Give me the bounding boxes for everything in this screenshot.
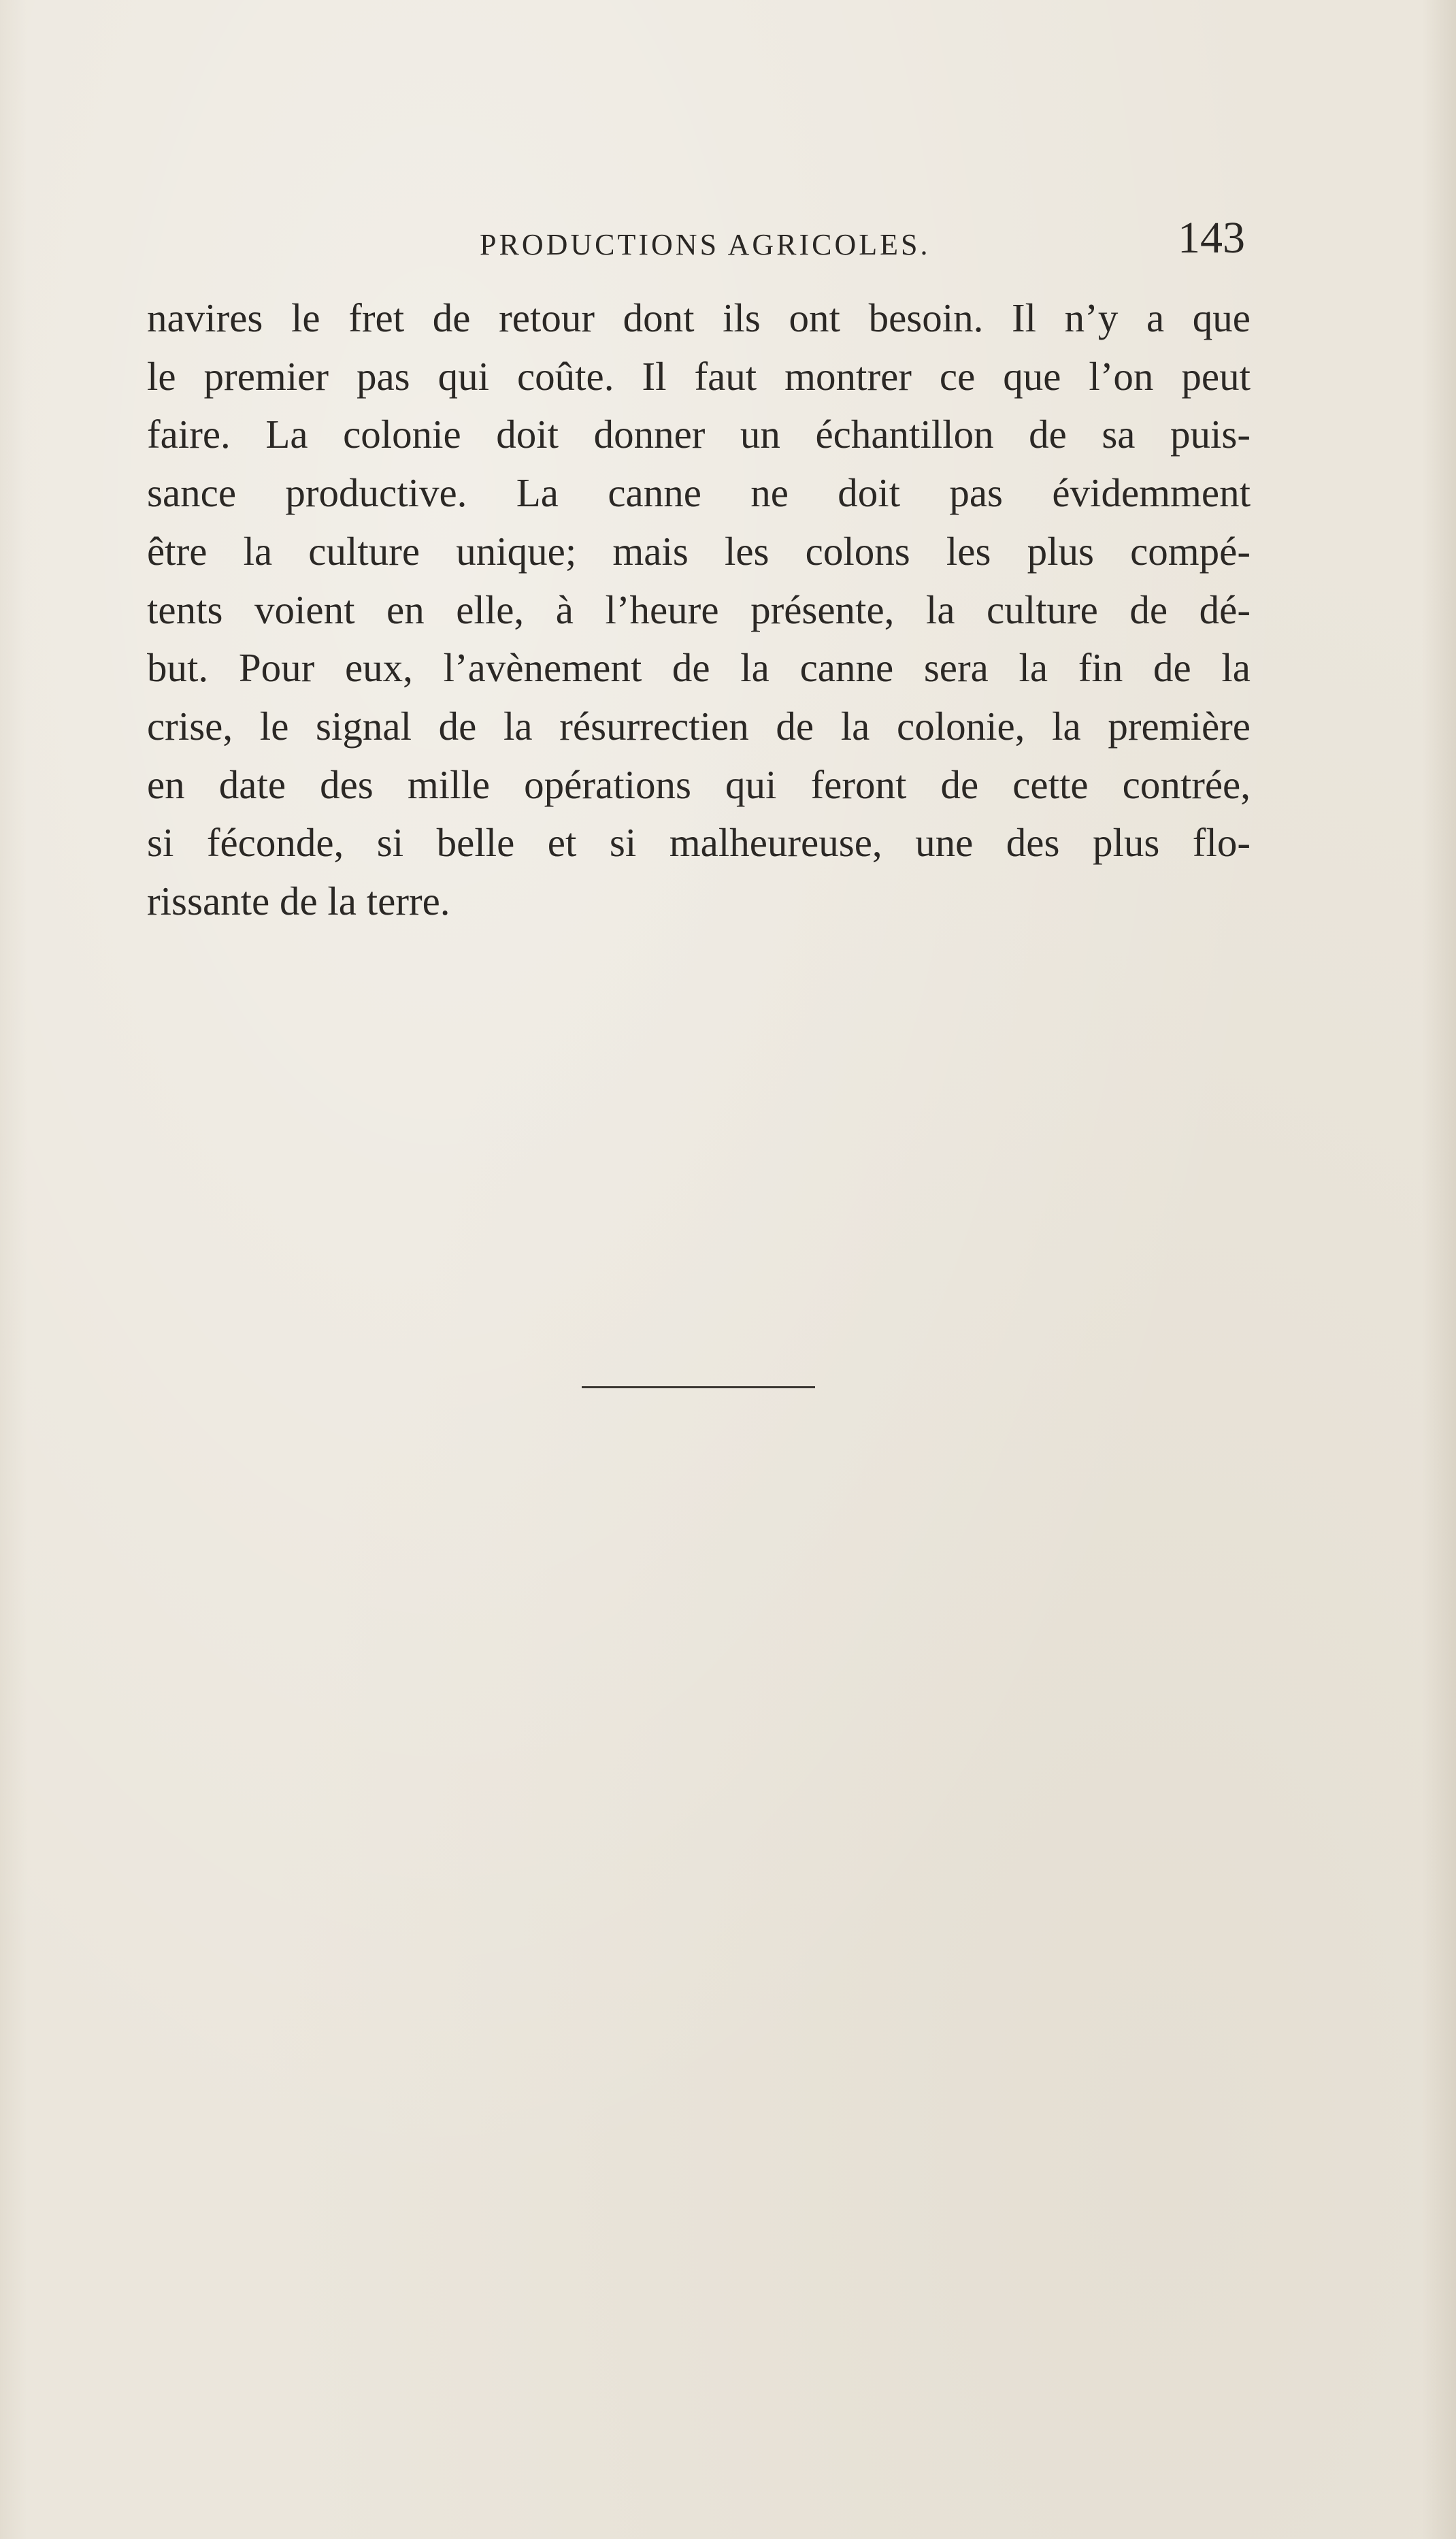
running-head: PRODUCTIONS AGRICOLES. [480,228,931,261]
text-line: si féconde, si belle et si malheureuse, une des plus flo- [147,820,1251,866]
text-line: en date des mille opérations qui feront de cette contrée, [147,761,1251,807]
text-line: navires le fret de retour dont ils ont besoin. Il n’y a que [147,295,1251,340]
text-line: crise, le signal de la résurrectien de la colonie, la première [147,703,1251,749]
text-line: tents voient en elle, à l’heure présente, la culture de dé- [147,587,1251,632]
text-line: but. Pour eux, l’avènement de la canne sera la fin de la [147,645,1251,691]
text-line: le premier pas qui coûte. Il faut montrer ce que l’on peut [147,353,1251,399]
chapter-end-rule [582,1386,815,1388]
text-line: être la culture unique; mais les colons les plus compé- [147,528,1251,574]
text-line: rissante de la terre. [147,879,450,924]
text-line: sance productive. La canne ne doit pas évidemment [147,470,1251,516]
text-line: faire. La colonie doit donner un échantillon de sa puis- [147,412,1251,457]
page-number: 143 [1178,213,1245,263]
body-paragraph [147,289,1251,931]
